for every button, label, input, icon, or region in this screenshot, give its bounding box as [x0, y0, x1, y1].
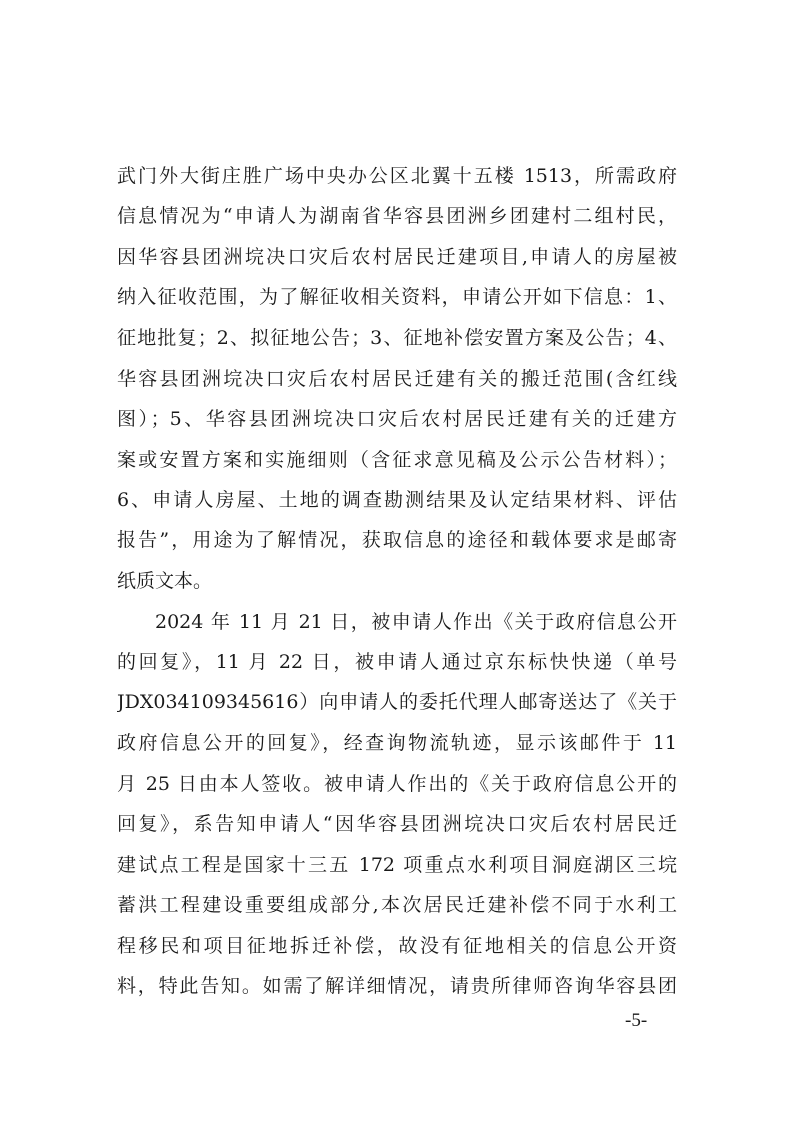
text-line: 纳入征收范围，为了解征收相关资料，申请公开如下信息：1、 — [117, 286, 677, 308]
text-line: 蓄洪工程建设重要组成部分,本次居民迁建补偿不同于水利工 — [117, 894, 677, 916]
text-line: 的回复》，11 月 22 日，被申请人通过京东标快快递（单号 — [117, 651, 677, 673]
text-line: JDX034109345616）向申请人的委托代理人邮寄送达了《关于 — [117, 691, 677, 713]
text-line: 6、申请人房屋、土地的调查勘测结果及认定结果材料、评估 — [117, 489, 677, 511]
text-line: 建试点工程是国家十三五 172 项重点水利项目洞庭湖区三垸 — [117, 854, 677, 876]
text-line: 回复》，系告知申请人“因华容县团洲垸决口灾后农村居民迁 — [117, 813, 677, 835]
text-line: 武门外大街庄胜广场中央办公区北翼十五楼 1513，所需政府 — [117, 165, 677, 187]
text-line: 料，特此告知。如需了解详细情况，请贵所律师咨询华容县团 — [117, 975, 677, 997]
text-line: 报告”，用途为了解情况，获取信息的途径和载体要求是邮寄 — [117, 529, 677, 551]
text-line: 月 25 日由本人签收。被申请人作出的《关于政府信息公开的 — [117, 773, 677, 795]
text-line: 2024 年 11 月 21 日，被申请人作出《关于政府信息公开 — [155, 611, 677, 633]
text-line: 纸质文本。 — [117, 570, 213, 592]
page-number: -5- — [625, 1010, 648, 1031]
text-line: 政府信息公开的回复》，经查询物流轨迹，显示该邮件于 11 — [117, 732, 677, 754]
text-line: 程移民和项目征地拆迁补偿，故没有征地相关的信息公开资 — [117, 935, 677, 957]
text-line: 图）；5、华容县团洲垸决口灾后农村居民迁建有关的迁建方 — [117, 408, 677, 430]
text-line: 因华容县团洲垸决口灾后农村居民迁建项目,申请人的房屋被 — [117, 246, 677, 268]
text-line: 信息情况为“申请人为湖南省华容县团洲乡团建村二组村民， — [117, 205, 677, 227]
text-line: 征地批复；2、拟征地公告；3、征地补偿安置方案及公告；4、 — [117, 327, 677, 349]
text-line: 华容县团洲垸决口灾后农村居民迁建有关的搬迁范围(含红线 — [117, 368, 677, 390]
text-line: 案或安置方案和实施细则（含征求意见稿及公示公告材料）； — [117, 449, 677, 471]
